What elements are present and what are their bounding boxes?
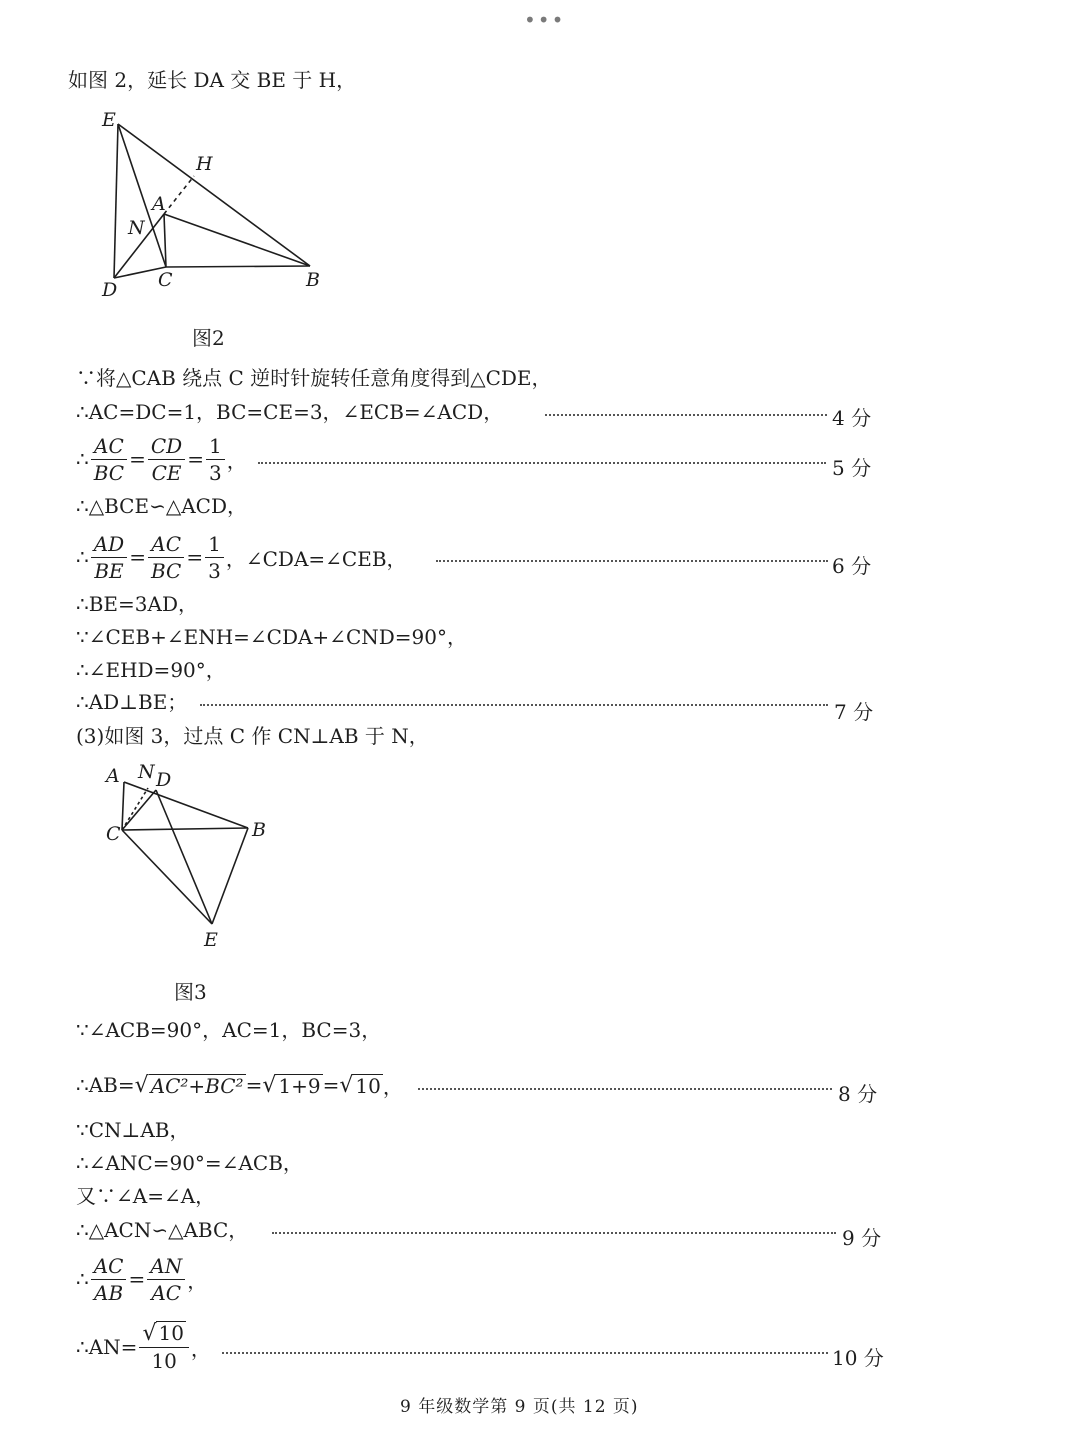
s1-line: ∵将△CAB 绕点 C 逆时针旋转任意角度得到△CDE， <box>76 366 552 390</box>
s7-line: ∵∠CEB+∠ENH=∠CDA+∠CND=90°， <box>76 625 467 649</box>
s5-fraction-2: $\frac{AC}{BC}$ <box>148 531 184 584</box>
fig3-edge-CB <box>122 828 248 830</box>
s8-line: ∴∠EHD=90°， <box>76 658 226 682</box>
fig2-label-E: E <box>102 109 116 131</box>
s2-leader <box>545 414 827 416</box>
sqrt-icon: √ <box>134 1072 149 1098</box>
sqrt-icon: √ <box>142 1321 157 1346</box>
t6-leader <box>272 1232 836 1234</box>
fig3-edge-CN-dashed <box>122 788 148 830</box>
t8-leader <box>222 1352 828 1354</box>
t8-lead: ∴AN= <box>76 1335 138 1359</box>
t7-line <box>76 1250 207 1308</box>
fig3-label-C: C <box>106 823 121 845</box>
t7-fraction-1: $\frac{AC}{AB}$ <box>91 1253 127 1306</box>
fig3-edge-BE <box>212 828 248 924</box>
t2-tail: ， <box>382 1074 403 1099</box>
header-more-dots[interactable]: ••• <box>524 8 566 32</box>
t4-line: ∴∠ANC=90°=∠ACB， <box>76 1151 303 1175</box>
s5-eq-2: = <box>186 545 204 569</box>
fig3-edge-CE <box>122 830 212 924</box>
t2-radicand-2: 1+9 <box>278 1073 321 1098</box>
t2-radicand-3: 10 <box>355 1073 381 1098</box>
fig3-label-N: N <box>138 761 155 783</box>
t2-lead: ∴AB= <box>76 1073 135 1097</box>
s5-eq-1: = <box>129 545 146 569</box>
fig3-label-B: B <box>252 819 266 841</box>
t8-fraction: $\frac{√ 10}{10}$ <box>139 1320 188 1374</box>
s3-eq-2: = <box>187 447 204 471</box>
figure-2 <box>96 104 336 304</box>
s9-line: ∴AD⊥BE； <box>76 690 188 714</box>
s5-therefore: ∴ <box>76 545 89 569</box>
s5-fraction-1: $\frac{AD}{BE}$ <box>91 531 127 584</box>
fig2-edge-CB <box>166 266 310 267</box>
fig2-edge-AB <box>164 214 310 266</box>
t8-line <box>76 1316 211 1378</box>
fig3-label-D: D <box>156 769 172 791</box>
t1-line: ∵∠ACB=90°，AC=1，BC=3， <box>76 1018 382 1042</box>
s3-tail: ， <box>226 448 247 473</box>
t7-eq-1: = <box>128 1267 146 1291</box>
fig2-label-D: D <box>102 279 118 301</box>
s6-line: ∴BE=3AD， <box>76 592 198 616</box>
s9-leader <box>200 704 828 706</box>
page-footer: 9 年级数学第 9 页(共 12 页) <box>400 1397 639 1417</box>
t2-line <box>76 1068 403 1102</box>
t2-score: 8 分 <box>838 1082 878 1106</box>
t5-line: 又∵∠A=∠A， <box>76 1184 216 1208</box>
s2-line: ∴AC=DC=1，BC=CE=3，∠ECB=∠ACD， <box>76 400 504 424</box>
s3-eq-1: = <box>129 447 146 471</box>
s3-line <box>76 430 247 488</box>
s5-fraction-3: $\frac{1}{3}$ <box>205 531 224 584</box>
fig2-label-B: B <box>306 269 320 291</box>
s9-score: 7 分 <box>834 700 874 724</box>
sqrt-icon: √ <box>262 1072 277 1098</box>
s5-tail: ，∠CDA=∠CEB， <box>225 546 407 571</box>
fig2-edge-EB <box>118 124 310 266</box>
fig3-caption: 图3 <box>174 980 207 1004</box>
t7-fraction-2: $\frac{AN}{AC}$ <box>147 1253 185 1306</box>
fig2-edge-AH-dashed <box>164 176 194 214</box>
t7-tail: ， <box>187 1268 208 1293</box>
t6-score: 9 分 <box>842 1226 882 1250</box>
fig3-edge-AC <box>122 782 124 830</box>
s3-fraction-1: $\frac{AC}{BC}$ <box>91 433 127 486</box>
s5-score: 6 分 <box>832 554 872 578</box>
fig2-edge-AC <box>164 214 166 267</box>
t7-therefore: ∴ <box>76 1267 89 1291</box>
t8-score: 10 分 <box>832 1346 884 1370</box>
s3-fraction-2: $\frac{CD}{CE}$ <box>148 433 185 486</box>
fig3-edge-CD <box>122 790 156 830</box>
fig2-caption: 图2 <box>192 326 225 350</box>
fig2-label-A: A <box>152 193 166 215</box>
s5-leader <box>436 560 828 562</box>
t6-line: ∴△ACN∽△ABC， <box>76 1218 249 1242</box>
fig2-label-H: H <box>196 153 213 175</box>
s3-fraction-3: $\frac{1}{3}$ <box>206 433 225 486</box>
fig2-label-N: N <box>128 217 145 239</box>
s2-score: 4 分 <box>832 406 872 430</box>
t2-radicand-1: AC²+BC² <box>150 1073 244 1098</box>
t2-eq-2: = <box>322 1073 340 1097</box>
t3-line: ∵CN⊥AB， <box>76 1118 190 1142</box>
s3-score: 5 分 <box>832 456 872 480</box>
intro-line: 如图 2，延长 DA 交 BE 于 H， <box>68 68 357 92</box>
fig2-label-C: C <box>158 269 173 291</box>
fig3-label-E: E <box>204 929 218 950</box>
t2-eq-1: = <box>245 1073 263 1097</box>
s5-line <box>76 528 407 586</box>
sqrt-icon: √ <box>339 1072 354 1098</box>
s4-line: ∴△BCE∽△ACD， <box>76 494 247 518</box>
fig3-label-A: A <box>106 765 120 787</box>
fig3-edge-DE <box>156 790 212 924</box>
figure-3 <box>100 760 290 950</box>
t8-tail: ， <box>190 1336 211 1361</box>
s10-line: (3)如图 3，过点 C 作 CN⊥AB 于 N， <box>76 724 429 748</box>
s3-therefore: ∴ <box>76 447 89 471</box>
s3-leader <box>258 462 826 464</box>
fig2-edge-ED <box>114 124 118 278</box>
t2-leader <box>418 1088 832 1090</box>
